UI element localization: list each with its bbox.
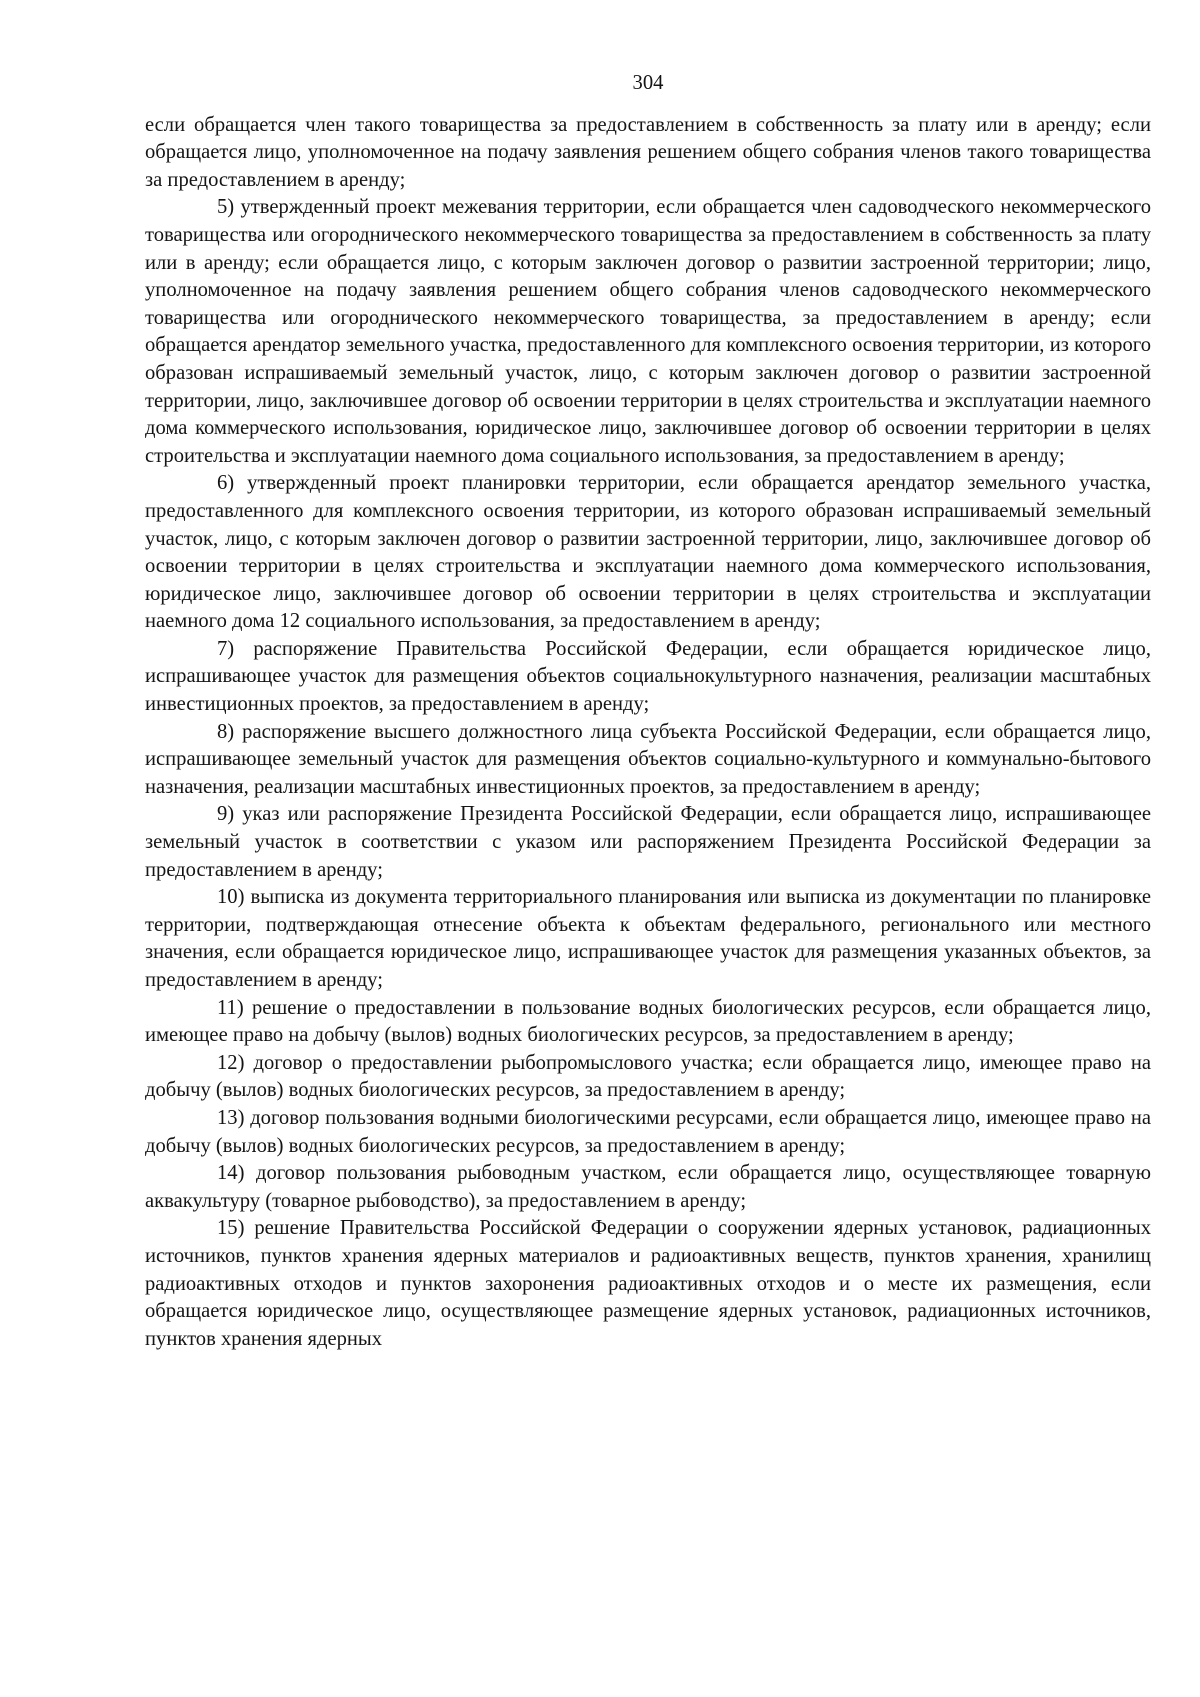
paragraph-item-8: 8) распоряжение высшего должностного лица субъекта Российской Федерации, если обращается лицо, испрашивающее земельный участок для размещения объектов социально-культурного и коммунально-бытового назначения, реализации масштабных инвестиционных проектов, за предоставлением в аренду;: [145, 720, 1151, 798]
document-page: [145, 70, 1151, 1353]
paragraph-item-12: 12) договор о предоставлении рыбопромыслового участка; если обращается лицо, имеющее право на добычу (вылов) водных биологических ресурсов, за предоставлением в аренду;: [145, 1051, 1151, 1102]
page-number: 304: [632, 72, 664, 94]
paragraph-item-15: 15) решение Правительства Российской Федерации о сооружении ядерных установок, радиационных источников, пунктов хранения ядерных материалов и радиоактивных веществ, пунктов хранения, хранилищ радиоактивных отходов и пунктов захоронения радиоактивных отходов и о месте их размещения, если обращается юридическое лицо, осуществляющее размещение ядерных установок, радиационных источников, пунктов хранения ядерных: [145, 1217, 1151, 1350]
paragraph-item-14: 14) договор пользования рыбоводным участком, если обращается лицо, осуществляющее товарную аквакультуру (товарное рыбоводство), за предоставлением в аренду;: [145, 1162, 1151, 1212]
paragraph-item-9: 9) указ или распоряжение Президента Российской Федерации, если обращается лицо, испрашивающее земельный участок в соответствии с указом или распоряжением Президента Российской Федерации за предоставлением в аренду;: [145, 803, 1151, 881]
paragraph-item-7: 7) распоряжение Правительства Российской Федерации, если обращается юридическое лицо, испрашивающее участок для размещения объектов социальнокультурного назначения, реализации масштабных инвестиционных проектов, за предоставлением в аренду;: [145, 637, 1151, 716]
paragraph-item-6: 6) утвержденный проект планировки территории, если обращается арендатор земельного участка, предоставленного для комплексного освоения территории, из которого образован испрашиваемый земельный участок, лицо, с которым заключен договор о развитии застроенной территории, лицо, заключившее договор об освоении территории в целях строительства и эксплуатации наемного дома коммерческого использования, юридическое лицо, заключившее договор об освоении территории в целях строительства и эксплуатации наемного дома 12 социального использования, за предоставлением в аренду;: [145, 472, 1151, 633]
paragraph-item-10: 10) выписка из документа территориального планирования или выписка из документации по планировке территории, подтверждающая отнесение объекта к объектам федерального, регионального или местного значения, если обращается юридическое лицо, испрашивающее участок для размещения указанных объектов, за предоставлением в аренду;: [145, 886, 1151, 991]
paragraph-item-13: 13) договор пользования водными биологическими ресурсами, если обращается лицо, имеющее право на добычу (вылов) водных биологических ресурсов, за предоставлением в аренду;: [145, 1106, 1151, 1157]
paragraph-item-11: 11) решение о предоставлении в пользование водных биологических ресурсов, если обращается лицо, имеющее право на добычу (вылов) водных биологических ресурсов, за предоставлением в аренду;: [145, 996, 1151, 1047]
paragraph-item-5: 5) утвержденный проект межевания территории, если обращается член садоводческого некоммерческого товарищества или огороднического некоммерческого товарищества за предоставлением в собственность за плату или в аренду; если обращается лицо, с которым заключен договор о развитии застроенной территории; лицо, уполномоченное на подачу заявления решением общего собрания членов садоводческого некоммерческого товарищества или огороднического некоммерческого товарищества, за предоставлением в аренду; если обращается арендатор земельного участка, предоставленного для комплексного освоения территории, из которого образован испрашиваемый земельный участок, лицо, с которым заключен договор о развитии застроенной территории, лицо, заключившее договор об освоении территории в целях строительства и эксплуатации наемного дома коммерческого использования, юридическое лицо, заключившее договор об освоении территории в целях строительства и эксплуатации наемного дома социального использования, за предоставлением в аренду;: [145, 196, 1151, 467]
paragraph-continuation: если обращается член такого товарищества за предоставлением в собственность за плату или в аренду; если обращается лицо, уполномоченное на подачу заявления решением общего собрания членов такого товарищества за предоставлением в аренду;: [145, 113, 1151, 191]
